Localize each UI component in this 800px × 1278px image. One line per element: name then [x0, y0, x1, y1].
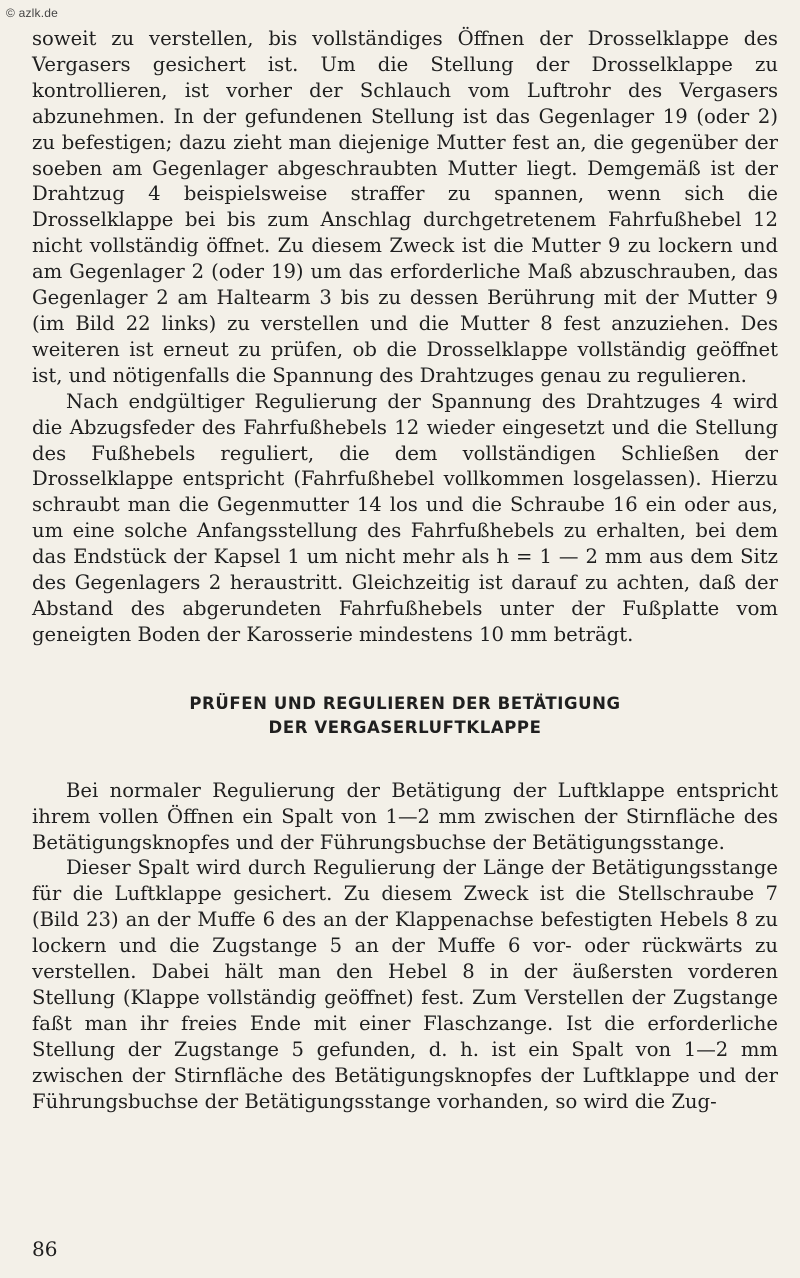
paragraph-spalt: Dieser Spalt wird durch Regulierung der Länge der Betätigungsstange für die Luftklappe gesichert. Zu diesem Zweck ist die Stellschraube 7 (Bild 23) an der Muffe 6 des an der Klappenachse befestigten Hebels 8 zu lockern und die Zugstange 5 an der Muffe 6 vor- oder rückwärts zu verstellen. Dabei hält man den Hebel 8 in der äußersten vorderen Stellung (Klappe vollständig geöffnet) fest. Zum Verstellen der Zugstange faßt man ihr freies Ende mit einer Flaschzange. Ist die erforderliche Stellung der Zugstange 5 gefunden, d. h. ist ein Spalt von 1—2 mm zwischen der Stirnfläche des Betätigungsknopfes der Luftklappe und der Führungsbuchse der Betätigungsstange vorhanden, so wird die Zug- — [32, 856, 778, 1113]
watermark: © azlk.de — [6, 6, 58, 20]
section-heading — [32, 692, 778, 740]
heading-spacer — [32, 740, 778, 778]
section-heading-line-2: DER VERGASERLUFTKLAPPE — [268, 717, 542, 737]
page-content — [32, 26, 778, 1115]
page-number: 86 — [32, 1237, 58, 1261]
paragraph-luftklappe: Bei normaler Regulierung der Betätigung der Luftklappe entspricht ihrem vollen Öffnen ein Spalt von 1—2 mm zwischen der Stirnfläche des Betätigungsknopfes und der Führungsbuchse der Betätigungsstange. — [32, 778, 778, 854]
section-heading-line-1: PRÜFEN UND REGULIEREN DER BETÄTIGUNG — [189, 693, 621, 713]
paragraph-drahtzug: Nach endgültiger Regulierung der Spannung des Drahtzuges 4 wird die Abzugsfeder des Fahrfußhebels 12 wieder eingesetzt und die Stellung des Fußhebels reguliert, die dem vollständigen Schließen der Drosselklappe entspricht (Fahrfußhebel vollkommen losgelassen). Hierzu schraubt man die Gegenmutter 14 los und die Schraube 16 ein oder aus, um eine solche Anfangsstellung des Fahrfußhebels zu erhalten, bei dem das Endstück der Kapsel 1 um nicht mehr als h = 1 — 2 mm aus dem Sitz des Gegenlagers 2 heraustritt. Gleichzeitig ist darauf zu achten, daß der Abstand des abgerundeten Fahrfußhebels unter der Fußplatte vom geneigten Boden der Karosserie mindestens 10 mm beträgt. — [32, 389, 778, 646]
section-spacer — [32, 648, 778, 692]
paragraph-drosselklappe: soweit zu verstellen, bis vollständiges Öffnen der Drosselklappe des Vergasers gesichert ist. Um die Stellung der Drosselklappe zu kontrollieren, ist vorher der Schlauch vom Luftrohr des Vergasers abzunehmen. In der gefundenen Stellung ist das Gegenlager 19 (oder 2) zu befestigen; dazu zieht man diejenige Mutter fest an, die gegenüber der soeben am Gegenlager abgeschraubten Mutter liegt. Demgemäß ist der Drahtzug 4 beispielsweise straffer zu spannen, wenn sich die Drosselklappe bei bis zum Anschlag durchgetretenem Fahrfußhebel 12 nicht vollständig öffnet. Zu diesem Zweck ist die Mutter 9 zu lockern und am Gegenlager 2 (oder 19) um das erforderliche Maß abzuschrauben, das Gegenlager 2 am Haltearm 3 bis zu dessen Berührung mit der Mutter 9 (im Bild 22 links) zu verstellen und die Mutter 8 fest anzuziehen. Des weiteren ist erneut zu prüfen, ob die Drosselklappe vollständig geöffnet ist, und nötigenfalls die Spannung des Drahtzuges genau zu regulieren. — [32, 27, 778, 387]
